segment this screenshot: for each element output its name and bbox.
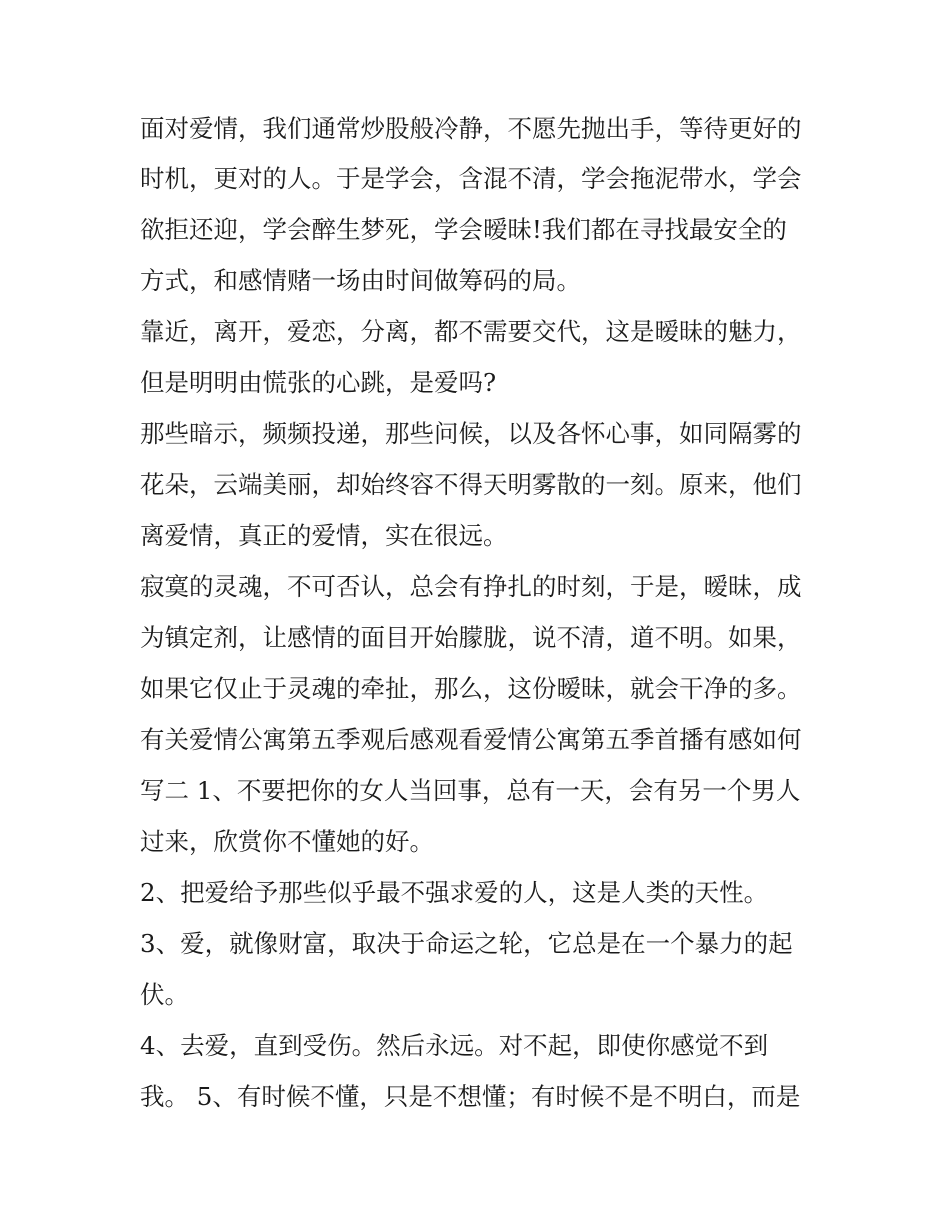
text-line: 4、去爱，直到受伤。然后永远。对不起，即使你感觉不到	[140, 1031, 769, 1060]
text-line: 面对爱情，我们通常炒股般冷静，不愿先抛出手，等待更好的	[140, 114, 802, 143]
text-line: 有关爱情公寓第五季观后感观看爱情公寓第五季首播有感如何	[140, 725, 802, 754]
text-line: 过来，欣赏你不懂她的好。	[140, 827, 434, 856]
text-line: 那些暗示，频频投递，那些问候，以及各怀心事，如同隔雾的	[140, 419, 802, 448]
text-line: 为镇定剂，让感情的面目开始朦胧，说不清，道不明。如果，	[140, 623, 802, 652]
text-line: 靠近，离开，爱恋，分离，都不需要交代，这是暧昧的魅力，	[140, 317, 802, 346]
text-line: 伏。	[140, 980, 189, 1009]
text-line: 如果它仅止于灵魂的牵扯，那么，这份暧昧，就会干净的多。	[140, 674, 802, 703]
text-line: 离爱情，真正的爱情，实在很远。	[140, 521, 508, 550]
text-line: 时机，更对的人。于是学会，含混不清，学会拖泥带水，学会	[140, 164, 802, 193]
text-line: 欲拒还迎，学会醉生梦死，学会暧昧!我们都在寻找最安全的	[140, 215, 787, 244]
text-line: 我。 5、有时候不懂，只是不想懂；有时候不是不明白，而是	[140, 1082, 801, 1111]
text-line: 2、把爱给予那些似乎最不强求爱的人，这是人类的天性。	[140, 878, 769, 907]
text-line: 写二 1、不要把你的女人当回事，总有一天，会有另一个男人	[140, 776, 801, 805]
text-line: 方式，和感情赌一场由时间做筹码的局。	[140, 266, 581, 295]
text-line: 花朵，云端美丽，却始终容不得天明雾散的一刻。原来，他们	[140, 470, 802, 499]
text-line: 但是明明由慌张的心跳，是爱吗?	[140, 368, 497, 397]
text-line: 3、爱，就像财富，取决于命运之轮，它总是在一个暴力的起	[140, 929, 793, 958]
text-line: 寂寞的灵魂，不可否认，总会有挣扎的时刻，于是，暧昧，成	[140, 572, 802, 601]
